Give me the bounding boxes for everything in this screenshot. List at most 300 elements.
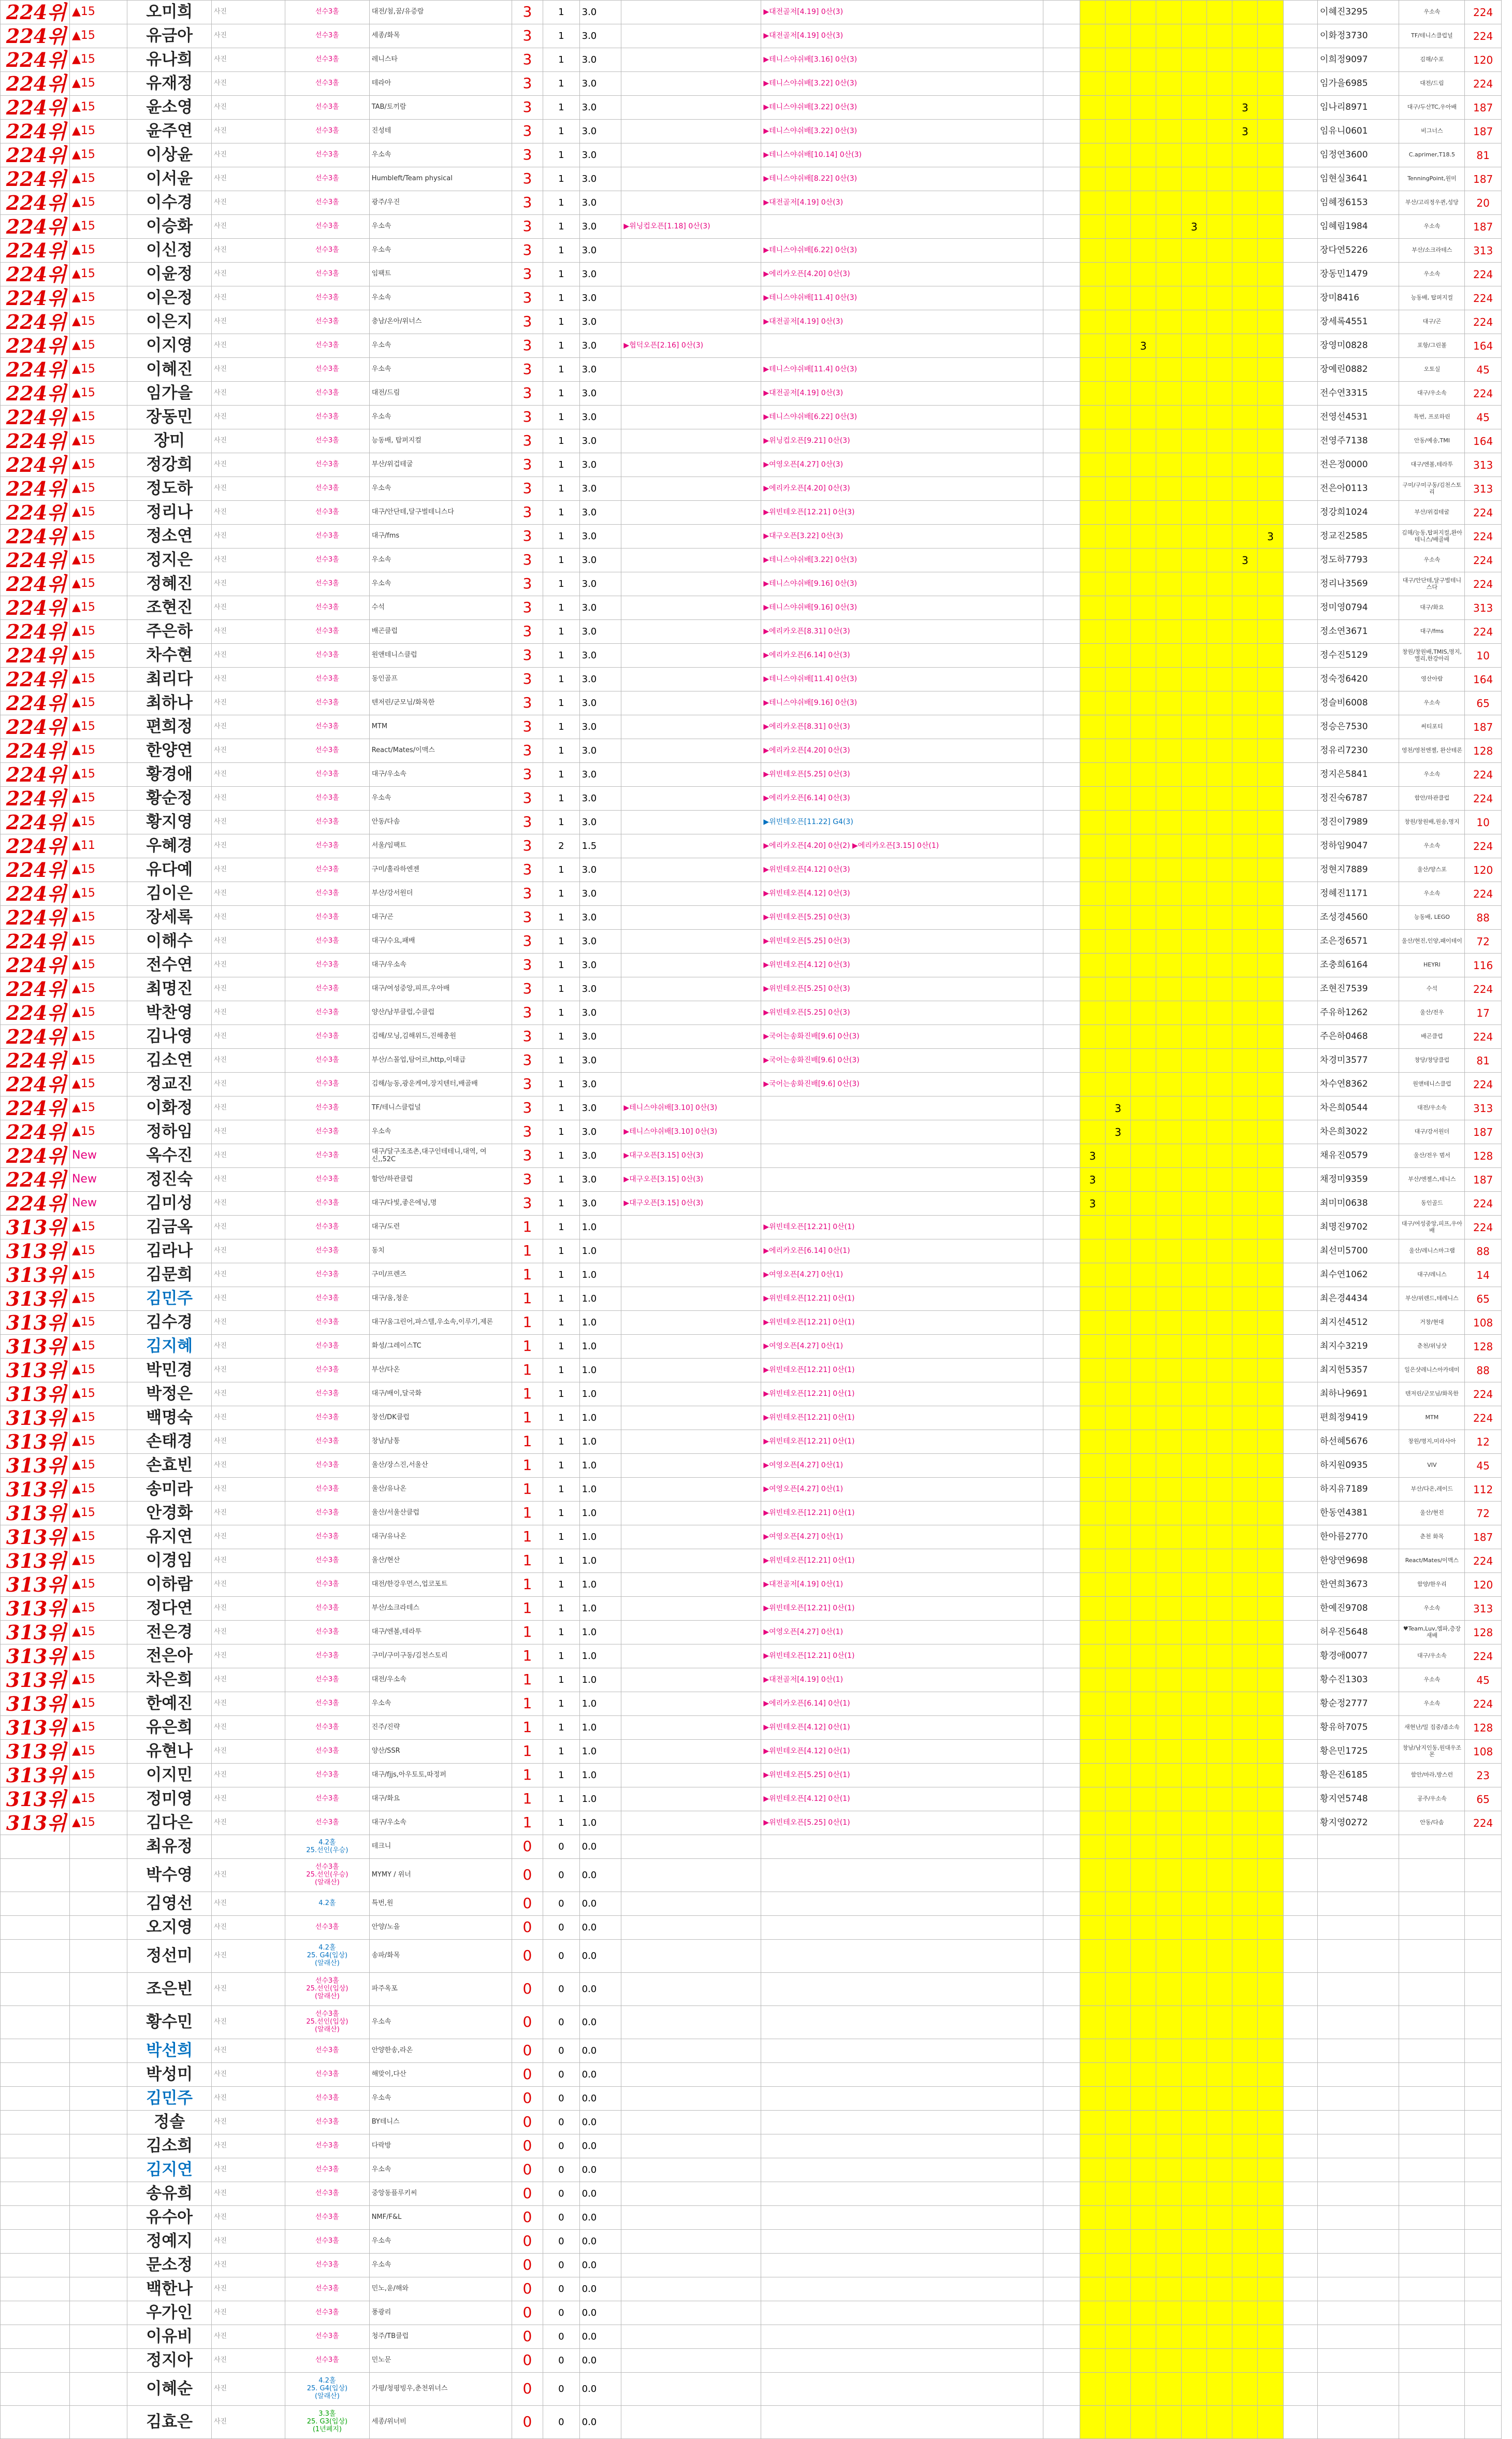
table-row	[1, 1835, 1502, 1859]
yellow-tally-cell	[1182, 1478, 1207, 1502]
photo-link[interactable]: 사진	[211, 1916, 285, 1940]
yellow-tally-cell	[1131, 406, 1156, 429]
player-name: 윤주연	[127, 120, 212, 143]
event-early-cell	[621, 1406, 761, 1430]
club-cell-right: 우소속	[1399, 1692, 1465, 1716]
event-late-cell: ▶대구오픈[3.22] 0산(3)	[761, 525, 1043, 549]
club-cell-right: 우소속	[1399, 691, 1465, 715]
photo-link[interactable]: 사진	[211, 2349, 285, 2373]
event-early-cell	[621, 2158, 761, 2182]
count-cell: 1	[543, 1, 580, 24]
count-cell: 1	[543, 977, 580, 1001]
photo-link[interactable]: 사진	[211, 882, 285, 906]
yellow-tally-cell	[1258, 2325, 1283, 2349]
yellow-tally-cell	[1156, 1263, 1182, 1287]
number-cell-right: 224	[1465, 1, 1502, 24]
photo-link[interactable]: 사진	[211, 834, 285, 858]
yellow-tally-cell	[1131, 1940, 1156, 1973]
yellow-tally-cell	[1207, 1892, 1232, 1916]
photo-link[interactable]: 사진	[211, 72, 285, 96]
grade-cell	[285, 882, 370, 906]
rank-cell	[1, 2277, 70, 2301]
count-cell: 1	[543, 24, 580, 48]
yellow-tally-cell	[1131, 310, 1156, 334]
yellow-tally-cell	[1131, 834, 1156, 858]
photo-link[interactable]: 사진	[211, 1644, 285, 1668]
yellow-tally-cell	[1106, 263, 1131, 286]
photo-link[interactable]: 사진	[211, 1859, 285, 1892]
photo-link[interactable]: 사진	[211, 1096, 285, 1120]
yellow-tally-cell	[1207, 2158, 1232, 2182]
photo-link[interactable]: 사진	[211, 1549, 285, 1573]
photo-link[interactable]: 사진	[211, 1001, 285, 1025]
event-late-cell: ▶에리카오픈[6.14] 0산(3)	[761, 644, 1043, 668]
yellow-tally-cell	[1106, 668, 1131, 691]
yellow-tally-cell	[1232, 858, 1258, 882]
grade-text: 선수3홀	[315, 317, 339, 326]
photo-link[interactable]: 사진	[211, 1892, 285, 1916]
rank-cell: 224위	[1, 1120, 70, 1144]
photo-link[interactable]: 사진	[211, 215, 285, 239]
movement-cell: ▲15	[69, 1668, 127, 1692]
average-cell: 0.0	[579, 2277, 621, 2301]
movement-cell: ▲15	[69, 739, 127, 763]
count-cell: 1	[543, 739, 580, 763]
club-cell: MTM	[369, 715, 512, 739]
photo-link[interactable]: 사진	[211, 1216, 285, 1239]
yellow-tally-cell	[1156, 715, 1182, 739]
yellow-tally-cell	[1080, 1287, 1105, 1311]
movement-cell: ▲15	[69, 1335, 127, 1359]
player-code-cell: 차수연8362	[1318, 1073, 1399, 1096]
table-row	[1, 477, 1502, 501]
yellow-tally-cell	[1131, 1144, 1156, 1168]
points-cell: 1	[512, 1787, 543, 1811]
yellow-tally-cell	[1232, 2230, 1258, 2254]
photo-link[interactable]: 사진	[211, 1311, 285, 1335]
club-cell: 대구/안단테,달구벌테니스다	[369, 501, 512, 525]
grade-cell	[285, 1430, 370, 1454]
yellow-tally-cell	[1182, 930, 1207, 954]
photo-link[interactable]: 사진	[211, 2373, 285, 2406]
photo-link[interactable]: 사진	[211, 1525, 285, 1549]
photo-link[interactable]: 사진	[211, 2254, 285, 2277]
photo-link[interactable]: 사진	[211, 358, 285, 382]
yellow-tally-cell	[1182, 1120, 1207, 1144]
points-cell: 3	[512, 1144, 543, 1168]
photo-link[interactable]: 사진	[211, 1430, 285, 1454]
photo-link[interactable]: 사진	[211, 1940, 285, 1973]
photo-link[interactable]: 사진	[211, 1787, 285, 1811]
number-cell-right: 128	[1465, 1144, 1502, 1168]
photo-link[interactable]: 사진	[211, 1621, 285, 1644]
yellow-tally-cell	[1080, 1859, 1105, 1892]
photo-link[interactable]: 사진	[211, 24, 285, 48]
yellow-tally-cell	[1232, 2206, 1258, 2230]
club-cell: 동치	[369, 1239, 512, 1263]
photo-link[interactable]: 사진	[211, 2134, 285, 2158]
spacer-cell	[1043, 1382, 1080, 1406]
photo-link[interactable]: 사진	[211, 96, 285, 120]
club-cell-right: React/Mates/이맥스	[1399, 1549, 1465, 1573]
photo-link[interactable]: 사진	[211, 954, 285, 977]
player-name: 장세록	[127, 906, 212, 930]
yellow-tally-cell	[1207, 286, 1232, 310]
club-cell: 대전/드림	[369, 382, 512, 406]
yellow-tally-cell	[1080, 1430, 1105, 1454]
yellow-tally-cell	[1182, 811, 1207, 834]
club-cell-right	[1399, 2158, 1465, 2182]
player-name: 정다연	[127, 1597, 212, 1621]
yellow-tally-cell	[1131, 429, 1156, 453]
yellow-tally-cell	[1106, 1549, 1131, 1573]
grade-text: 선수3홀	[315, 556, 339, 564]
photo-link[interactable]: 사진	[211, 1764, 285, 1787]
photo-link[interactable]: 사진	[211, 668, 285, 691]
spacer-cell	[1283, 2206, 1317, 2230]
photo-link[interactable]: 사진	[211, 1716, 285, 1740]
player-code-cell: 최지헌5357	[1318, 1359, 1399, 1382]
photo-link[interactable]: 사진	[211, 2277, 285, 2301]
photo-link[interactable]: 사진	[211, 1597, 285, 1621]
count-cell: 1	[543, 453, 580, 477]
spacer-cell	[1283, 215, 1317, 239]
yellow-tally-cell	[1182, 1216, 1207, 1239]
photo-link[interactable]: 사진	[211, 1168, 285, 1192]
photo-link[interactable]: 사진	[211, 334, 285, 358]
movement-cell: ▲15	[69, 1, 127, 24]
grade-cell	[285, 120, 370, 143]
grade-text: 선수3홀	[315, 151, 339, 159]
movement-cell: ▲15	[69, 596, 127, 620]
movement-cell: New	[69, 1144, 127, 1168]
number-cell-right: 88	[1465, 906, 1502, 930]
yellow-tally-cell	[1080, 1644, 1105, 1668]
photo-link[interactable]: 사진	[211, 2406, 285, 2439]
yellow-tally-cell	[1182, 2182, 1207, 2206]
photo-link[interactable]: 사진	[211, 644, 285, 668]
rank-cell: 224위	[1, 406, 70, 429]
number-cell-right: 164	[1465, 429, 1502, 453]
club-cell-right: 부산/다온,레이드	[1399, 1478, 1465, 1502]
photo-link[interactable]: 사진	[211, 1692, 285, 1716]
player-code-cell: 전수연3315	[1318, 382, 1399, 406]
photo-link[interactable]: 사진	[211, 763, 285, 787]
rank-cell	[1, 2325, 70, 2349]
event-early-cell	[621, 1335, 761, 1359]
photo-link[interactable]: 사진	[211, 2087, 285, 2111]
photo-link[interactable]: 사진	[211, 906, 285, 930]
yellow-tally-cell	[1106, 2406, 1131, 2439]
grade-text: 선수3홀	[315, 32, 339, 40]
yellow-tally-cell	[1258, 715, 1283, 739]
points-cell: 3	[512, 525, 543, 549]
photo-link[interactable]: 사진	[211, 1359, 285, 1382]
photo-link[interactable]: 사진	[211, 691, 285, 715]
photo-link[interactable]: 사진	[211, 2111, 285, 2134]
photo-link[interactable]: 사진	[211, 2063, 285, 2087]
points-cell: 1	[512, 1502, 543, 1525]
table-row	[1, 2087, 1502, 2111]
photo-link[interactable]: 사진	[211, 453, 285, 477]
yellow-tally-cell	[1207, 1549, 1232, 1573]
grade-text: 선수3홀	[315, 1795, 339, 1803]
spacer-cell	[1043, 1973, 1080, 2006]
event-early-cell	[621, 1740, 761, 1764]
yellow-tally-cell	[1106, 1382, 1131, 1406]
photo-link[interactable]: 사진	[211, 1, 285, 24]
photo-link[interactable]: 사진	[211, 787, 285, 811]
table-row	[1, 286, 1502, 310]
photo-link[interactable]: 사진	[211, 1049, 285, 1073]
rank-cell	[1, 2406, 70, 2439]
yellow-tally-cell	[1080, 120, 1105, 143]
event-late-cell: ▶여영오픈[4.27] 0산(1)	[761, 1478, 1043, 1502]
photo-link[interactable]: 사진	[211, 1144, 285, 1168]
photo-link[interactable]: 사진	[211, 2158, 285, 2182]
yellow-tally-cell	[1207, 1287, 1232, 1311]
grade-text: 선수3홀	[315, 389, 339, 397]
rank-cell: 224위	[1, 525, 70, 549]
yellow-tally-cell	[1131, 2406, 1156, 2439]
yellow-tally-cell	[1258, 1973, 1283, 2006]
photo-link[interactable]: 사진	[211, 143, 285, 167]
photo-link[interactable]: 사진	[211, 596, 285, 620]
spacer-cell	[1283, 1216, 1317, 1239]
count-cell: 0	[543, 2277, 580, 2301]
photo-link[interactable]: 사진	[211, 1239, 285, 1263]
photo-link[interactable]: 사진	[211, 549, 285, 572]
photo-link[interactable]: 사진	[211, 1335, 285, 1359]
photo-link[interactable]: 사진	[211, 1192, 285, 1216]
count-cell: 1	[543, 1049, 580, 1073]
player-name: 오미희	[127, 1, 212, 24]
average-cell: 3.0	[579, 215, 621, 239]
yellow-tally-cell	[1080, 787, 1105, 811]
photo-link[interactable]: 사진	[211, 406, 285, 429]
club-cell: 우소속	[369, 286, 512, 310]
spacer-cell	[1043, 1001, 1080, 1025]
number-cell-right: 224	[1465, 24, 1502, 48]
yellow-tally-cell	[1156, 1, 1182, 24]
photo-link[interactable]: 사진	[211, 1573, 285, 1597]
player-code-cell	[1318, 1835, 1399, 1859]
photo-link[interactable]: 사진	[211, 239, 285, 263]
yellow-tally-cell	[1207, 1430, 1232, 1454]
yellow-tally-cell	[1182, 1668, 1207, 1692]
club-cell-right: 수석	[1399, 977, 1465, 1001]
photo-link[interactable]: 사진	[211, 310, 285, 334]
photo-link[interactable]: 사진	[211, 715, 285, 739]
grade-text: 선수3홀 25.선인(우승) (알래산)	[306, 1863, 348, 1886]
yellow-tally-cell	[1232, 1892, 1258, 1916]
photo-link[interactable]: 사진	[211, 429, 285, 453]
average-cell: 1.0	[579, 1573, 621, 1597]
photo-link[interactable]: 사진	[211, 977, 285, 1001]
player-code-cell	[1318, 2134, 1399, 2158]
yellow-tally-cell	[1258, 1382, 1283, 1406]
photo-link[interactable]: 사진	[211, 477, 285, 501]
yellow-tally-cell	[1232, 477, 1258, 501]
movement-cell: New	[69, 1168, 127, 1192]
yellow-tally-cell	[1131, 525, 1156, 549]
movement-cell: ▲15	[69, 1811, 127, 1835]
table-row	[1, 1430, 1502, 1454]
player-name: 이화정	[127, 1096, 212, 1120]
photo-link[interactable]: 사진	[211, 1811, 285, 1835]
photo-link[interactable]: 사진	[211, 1073, 285, 1096]
photo-link[interactable]: 사진	[211, 1025, 285, 1049]
grade-cell	[285, 1892, 370, 1916]
photo-link[interactable]: 사진	[211, 1406, 285, 1430]
grade-cell	[285, 1764, 370, 1787]
photo-link[interactable]: 사진	[211, 1973, 285, 2006]
yellow-tally-cell	[1131, 2134, 1156, 2158]
spacer-cell	[1043, 1621, 1080, 1644]
average-cell: 3.0	[579, 1192, 621, 1216]
event-late-cell	[761, 1168, 1043, 1192]
yellow-tally-cell	[1232, 596, 1258, 620]
yellow-tally-cell	[1258, 72, 1283, 96]
yellow-tally-cell	[1106, 1573, 1131, 1597]
photo-link[interactable]: 사진	[211, 1502, 285, 1525]
photo-link[interactable]: 사진	[211, 2006, 285, 2039]
photo-link[interactable]: 사진	[211, 1454, 285, 1478]
yellow-tally-cell	[1156, 215, 1182, 239]
yellow-tally-cell	[1156, 1859, 1182, 1892]
spacer-cell	[1283, 120, 1317, 143]
photo-link[interactable]: 사진	[211, 1740, 285, 1764]
yellow-tally-cell	[1182, 1573, 1207, 1597]
photo-link[interactable]: 사진	[211, 620, 285, 644]
yellow-tally-cell	[1258, 143, 1283, 167]
average-cell: 3.0	[579, 596, 621, 620]
player-name: 이경임	[127, 1549, 212, 1573]
yellow-tally-cell	[1207, 1168, 1232, 1192]
grade-cell	[285, 1859, 370, 1892]
photo-link[interactable]: 사진	[211, 501, 285, 525]
movement-cell: ▲15	[69, 882, 127, 906]
grade-text: 선수3홀	[315, 1628, 339, 1636]
spacer-cell	[1283, 2349, 1317, 2373]
spacer-cell	[1043, 1049, 1080, 1073]
yellow-tally-cell	[1106, 596, 1131, 620]
count-cell: 1	[543, 1001, 580, 1025]
yellow-tally-cell	[1207, 1573, 1232, 1597]
photo-link[interactable]: 사진	[211, 2230, 285, 2254]
grade-cell	[285, 2349, 370, 2373]
movement-cell: ▲15	[69, 1573, 127, 1597]
yellow-tally-cell	[1080, 1597, 1105, 1621]
photo-link[interactable]: 사진	[211, 1287, 285, 1311]
photo-link[interactable]: 사진	[211, 286, 285, 310]
yellow-tally-cell	[1232, 2349, 1258, 2373]
photo-link[interactable]: 사진	[211, 382, 285, 406]
grade-cell	[285, 715, 370, 739]
yellow-tally-cell	[1232, 1597, 1258, 1621]
photo-link[interactable]: 사진	[211, 120, 285, 143]
photo-link[interactable]: 사진	[211, 2301, 285, 2325]
yellow-tally-cell	[1080, 1478, 1105, 1502]
event-late-cell	[761, 1192, 1043, 1216]
photo-link[interactable]: 사진	[211, 2039, 285, 2063]
photo-link[interactable]: 사진	[211, 2206, 285, 2230]
photo-link[interactable]: 사진	[211, 167, 285, 191]
spacer-cell	[1043, 1239, 1080, 1263]
club-cell: 대구/유나온	[369, 1525, 512, 1549]
spacer-cell	[1283, 2134, 1317, 2158]
grade-text: 4.2홀 25. G4(입상) (알래산)	[307, 1944, 348, 1967]
yellow-tally-cell	[1106, 334, 1131, 358]
photo-link[interactable]: 사진	[211, 1478, 285, 1502]
average-cell: 3.0	[579, 429, 621, 453]
yellow-tally-cell	[1182, 715, 1207, 739]
grade-text: 선수3홀	[315, 2070, 339, 2079]
photo-link[interactable]: 사진	[211, 1382, 285, 1406]
club-cell: 양산/남부클럽,수클럽	[369, 1001, 512, 1025]
number-cell-right: 65	[1465, 691, 1502, 715]
photo-link[interactable]: 사진	[211, 739, 285, 763]
table-row	[1, 668, 1502, 691]
club-cell-right: 영산아람	[1399, 668, 1465, 691]
number-cell-right: 313	[1465, 1096, 1502, 1120]
average-cell: 1.0	[579, 1668, 621, 1692]
photo-link[interactable]: 사진	[211, 572, 285, 596]
photo-link[interactable]: 사진	[211, 2325, 285, 2349]
photo-link[interactable]: 사진	[211, 858, 285, 882]
photo-link[interactable]: 사진	[211, 1668, 285, 1692]
grade-text: 선수3홀	[315, 79, 339, 88]
photo-link[interactable]: 사진	[211, 930, 285, 954]
club-cell-right: 대구/두산TC,우아배	[1399, 96, 1465, 120]
table-row	[1, 954, 1502, 977]
yellow-tally-cell	[1182, 644, 1207, 668]
yellow-tally-cell	[1258, 620, 1283, 644]
photo-link[interactable]: 사진	[211, 811, 285, 834]
grade-text: 4.2홀	[318, 1899, 336, 1908]
photo-link[interactable]: 사진	[211, 1263, 285, 1287]
yellow-tally-cell	[1131, 2087, 1156, 2111]
spacer-cell	[1283, 286, 1317, 310]
yellow-tally-cell	[1182, 406, 1207, 429]
grade-cell	[285, 24, 370, 48]
movement-cell: ▲15	[69, 143, 127, 167]
photo-link[interactable]: 사진	[211, 263, 285, 286]
rank-cell: 224위	[1, 429, 70, 453]
player-name: 우가인	[127, 2301, 212, 2325]
table-row	[1, 1287, 1502, 1311]
yellow-tally-cell	[1156, 549, 1182, 572]
movement-cell	[69, 1940, 127, 1973]
rank-cell: 313위	[1, 1478, 70, 1502]
photo-link[interactable]: 사진	[211, 2182, 285, 2206]
yellow-tally-cell	[1207, 2349, 1232, 2373]
rank-cell: 313위	[1, 1692, 70, 1716]
yellow-tally-cell	[1156, 1454, 1182, 1478]
photo-link[interactable]: 사진	[211, 1120, 285, 1144]
yellow-tally-cell	[1156, 906, 1182, 930]
count-cell: 1	[543, 930, 580, 954]
grade-cell	[285, 1025, 370, 1049]
club-cell: 배곤클럽	[369, 620, 512, 644]
club-cell: 가평/청평빙우,춘천위너스	[369, 2373, 512, 2406]
photo-link[interactable]: 사진	[211, 525, 285, 549]
photo-link[interactable]: 사진	[211, 191, 285, 215]
average-cell: 3.0	[579, 572, 621, 596]
yellow-tally-cell	[1156, 763, 1182, 787]
photo-link[interactable]: 사진	[211, 48, 285, 72]
movement-cell: ▲15	[69, 334, 127, 358]
